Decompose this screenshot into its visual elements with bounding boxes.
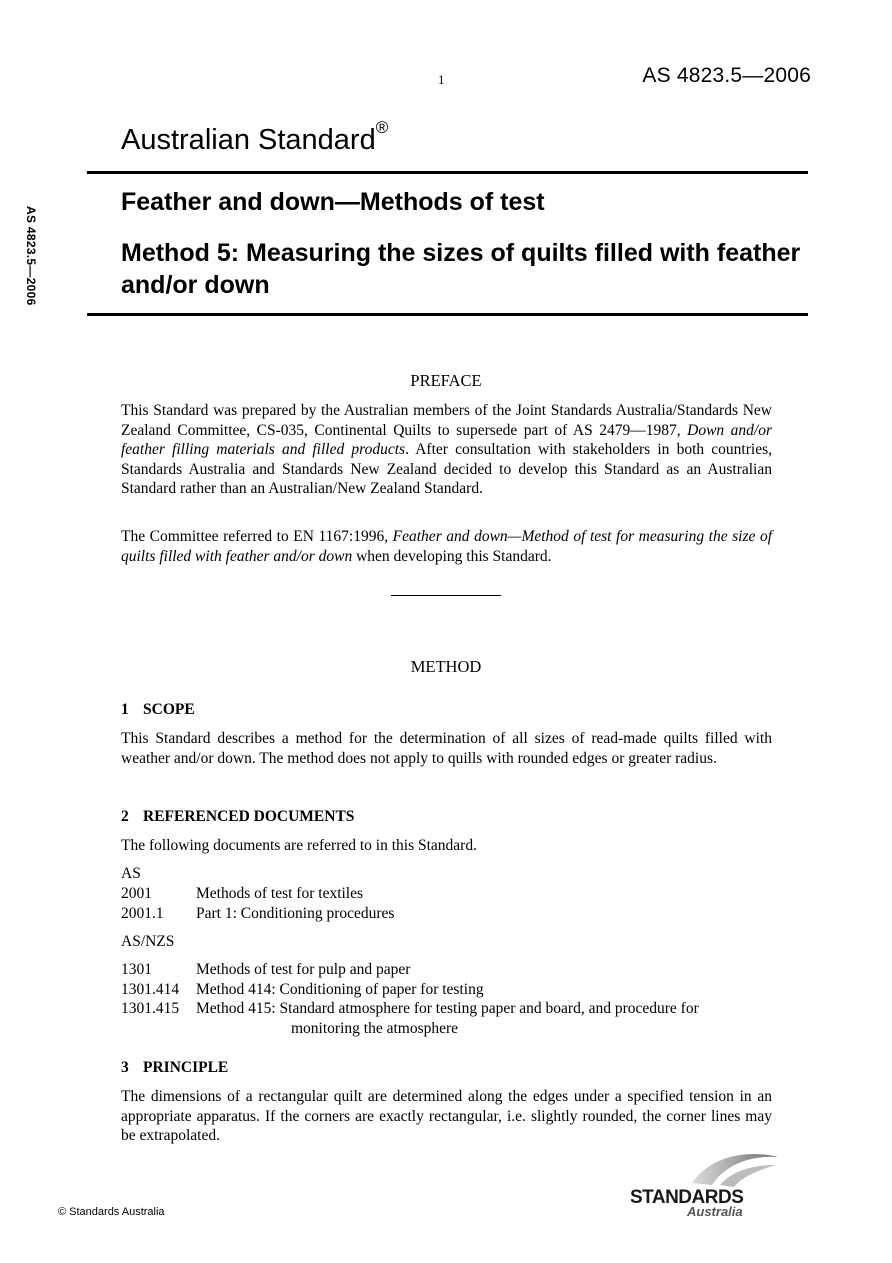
reference-row [121,960,772,980]
preface-p2-text-b: when developing this Standard. [352,547,552,565]
section-body-principle: The dimensions of a rectangular quilt are determined along the edges under a specified tension in an appropriate apparatus. If the corners are exactly rectangular, i.e. slightly rounded, the corner lines may be extrapolated. [121,1088,772,1144]
section-heading-scope [121,701,195,719]
preface-paragraph-1 [121,401,772,499]
reference-title-line: Method 415: Standard atmosphere for testing paper and board, and procedure for [196,1000,699,1017]
reference-title: Methods of test for textiles [196,885,364,902]
logo-subtext: Australia [687,1204,743,1219]
preface-p2-italic-title: Feather and down—Method of test for measuring the size of quilts filled with feather and/or down [121,528,773,565]
reference-title: Methods of test for pulp and paper [196,961,411,978]
reference-code: 2001 [121,885,152,902]
reference-title-continuation: monitoring the atmosphere [291,1019,459,1037]
section-title: SCOPE [143,701,195,718]
reference-title [196,999,772,1038]
preface-p1-italic-title: Down and/or feather filling materials and filled products [121,421,772,458]
reference-row [121,980,772,1000]
section-body-scope: This Standard describes a method for the determination of all sizes of read-made quilts filled with weather and/or down. The method does not apply to quills with rounded edges or greater radius. [121,730,772,767]
side-document-id-text: AS 4823.5—2006 [24,206,38,306]
registered-mark: ® [375,118,389,137]
preface-p1-text-a: This Standard was prepared by the Australian members of the Joint Standards Australia/Standards New Zealand Committee, CS-035, Continental Quilts to supersede part of AS 2479—1987, [121,402,772,439]
section-title: PRINCIPLE [143,1059,229,1076]
preface-p2-text-a: The Committee referred to EN 1167:1996, [121,528,393,545]
section-number: 1 [121,701,129,718]
main-title: Feather and down—Methods of test [121,188,545,216]
section-body-referenced-documents: The following documents are referred to in this Standard. [121,837,477,854]
reference-row [121,904,772,924]
reference-group-label-asnzs: AS/NZS [121,933,175,950]
reference-row [121,999,772,1038]
document-id: AS 4823.5—2006 [642,64,811,87]
reference-group-label-as: AS [121,865,141,882]
reference-title: Method 414: Conditioning of paper for testing [196,980,484,998]
section-number: 2 [121,808,129,825]
section-title: REFERENCED DOCUMENTS [143,808,355,825]
standard-title-text: Australian Standard [121,124,376,156]
reference-list-asnzs [121,960,772,1038]
standard-title [121,118,389,157]
logo-wordmark: STANDARDS [630,1187,744,1208]
preface-p1-text-b: . After consultation with stakeholders in both countries, Standards Australia and Standards New Zealand decided to develop this Standard as an Australian Standard rather than an Australian/New Zealand Standard. [121,441,772,497]
reference-code: 2001.1 [121,904,164,922]
method-title: Method 5: Measuring the sizes of quilts filled with feather and/or down [121,239,801,299]
standards-australia-logo [630,1149,780,1219]
method-heading: METHOD [410,657,482,676]
section-number: 3 [121,1059,129,1076]
preface-heading: PREFACE [410,371,482,390]
reference-title: Part 1: Conditioning procedures [196,904,395,922]
logo-swoosh-icon [690,1149,780,1189]
section-divider [391,595,501,596]
reference-code: 1301.415 [121,1000,180,1017]
copyright-notice: © Standards Australia [58,1206,165,1218]
reference-code: 1301.414 [121,980,180,998]
title-rule-bottom [87,313,808,316]
reference-code: 1301 [121,961,152,978]
section-heading-referenced-documents [121,808,354,826]
side-document-id [24,206,44,326]
reference-list-as [121,884,772,923]
page-number: 1 [438,72,445,87]
preface-paragraph-2 [121,527,772,566]
title-rule-top [87,171,808,174]
reference-row [121,884,772,904]
section-heading-principle [121,1059,228,1077]
